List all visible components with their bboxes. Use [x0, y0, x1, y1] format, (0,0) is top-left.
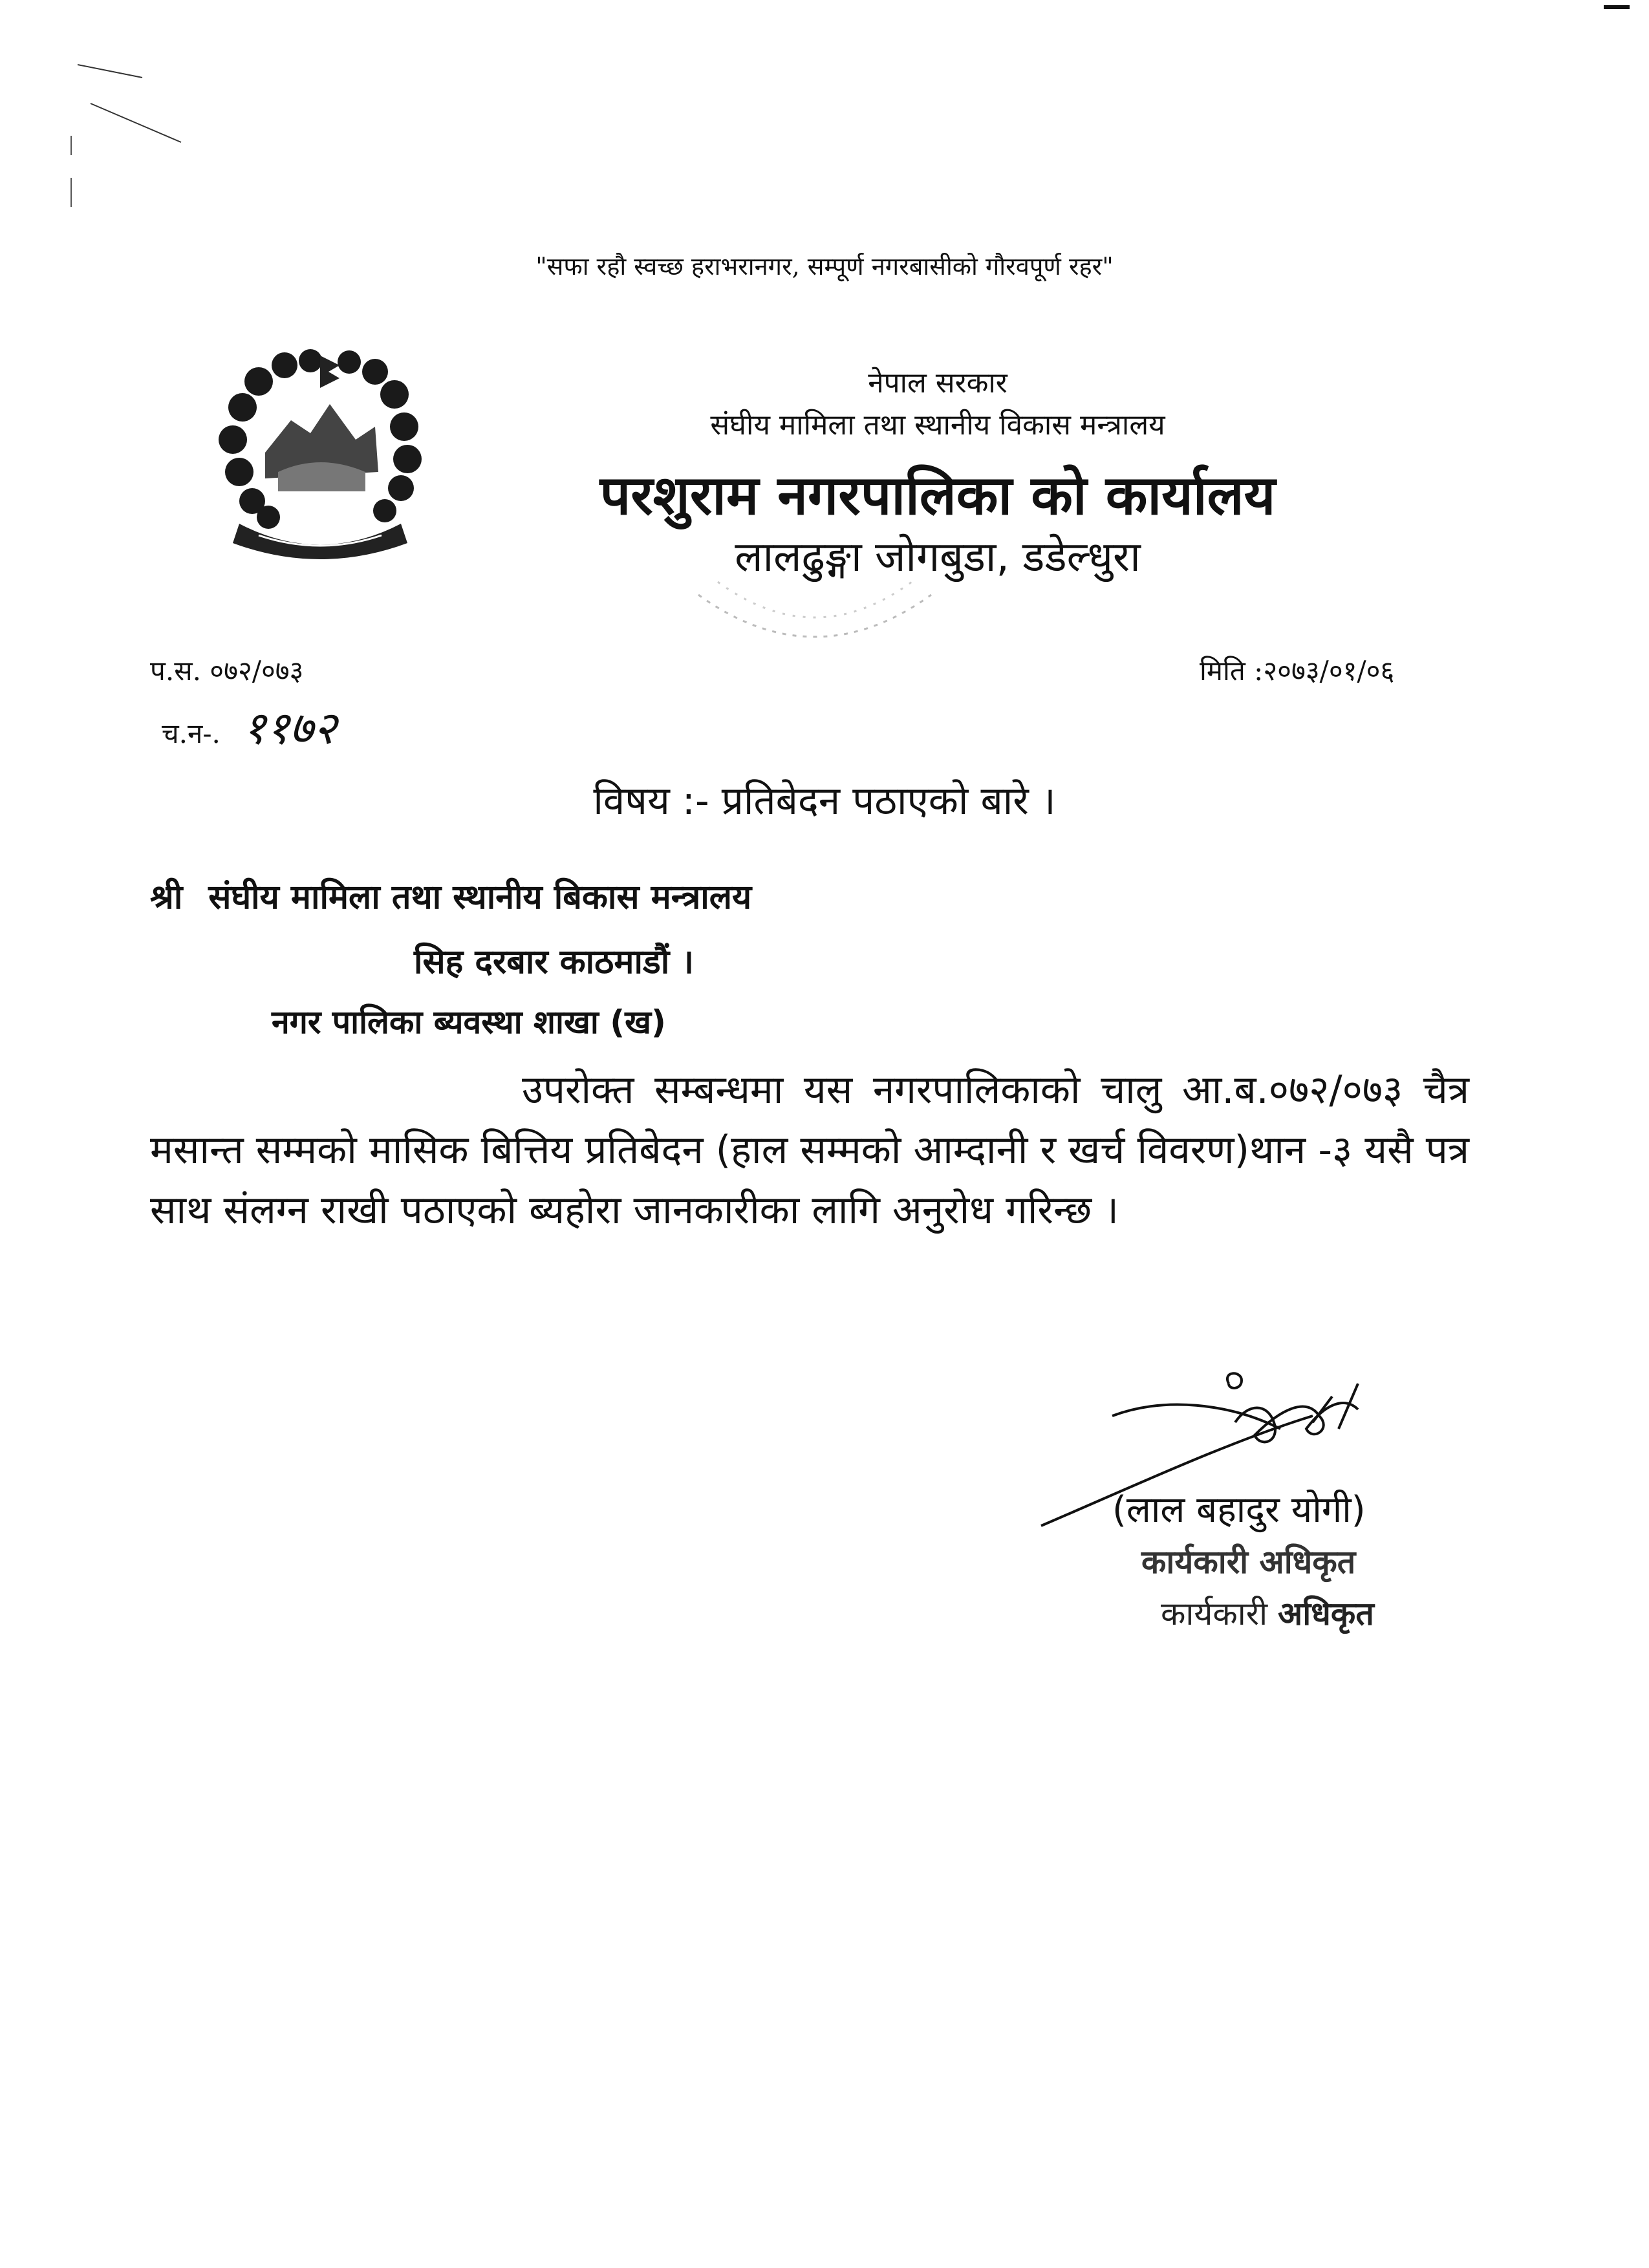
letter-date: मिति :२०७३/०१/०६ — [1200, 655, 1395, 687]
faint-stamp-mark — [679, 556, 951, 672]
recipient-place: सिह दरबार काठमाडौं । — [414, 943, 695, 981]
recipient-name: संघीय मामिला तथा स्थानीय बिकास मन्त्रालय — [208, 878, 752, 917]
body-text: उपरोक्त सम्बन्धमा यस नगरपालिकाको चालु आ.ब.०७२/०७३ चैत्र मसान्त सम्मको मासिक बित्तिय प्रतिबेदन (हाल सम्मको आम्दानी र खर्च विवरण)थान -३ यसै पत्र साथ संलग्न राखी पठाएको ब्यहोरा जानकारीका लागि अनुरोध गरिन्छ । — [150, 1067, 1469, 1233]
letter-body — [150, 1060, 1469, 1241]
motto: "सफा रहौ स्वच्छ हराभरानगर, सम्पूर्ण नगरबासीको गौरवपूर्ण रहर" — [535, 252, 1114, 281]
government-name: नेपाल सरकार — [868, 367, 1008, 400]
honorific: श्री — [150, 878, 183, 917]
office-address: लालढुङ्गा जोगबुडा, डडेल्धुरा — [735, 533, 1141, 581]
nepal-emblem-icon — [213, 343, 427, 562]
signatory-title-prefix: कार्यकारी — [1161, 1595, 1268, 1632]
dispatch-label: च.न-. — [162, 718, 221, 749]
ministry-name: संघीय मामिला तथा स्थानीय विकास मन्त्रालय — [710, 409, 1165, 442]
reference-number: प.स. ०७२/०७३ — [150, 655, 304, 687]
recipient-line — [150, 873, 751, 919]
signatory-stamp-title: कार्यकारी अधिकृत — [1141, 1543, 1356, 1581]
scan-corner-mark — [1604, 5, 1630, 9]
recipient-branch: नगर पालिका ब्यवस्था शाखा (ख) — [272, 1003, 666, 1041]
signatory-title-bold: अधिकृत — [1278, 1595, 1374, 1632]
letter-subject: विषय :- प्रतिबेदन पठाएको बारे । — [593, 778, 1056, 824]
scan-scratch-marks — [58, 52, 200, 220]
signatory-title — [1161, 1590, 1374, 1634]
signatory-name: (लाल बहादुर योगी) — [1112, 1489, 1366, 1531]
dispatch-number-handwritten: ११७२ — [242, 701, 337, 754]
office-name: परशुराम नगरपालिका को कार्यालय — [599, 464, 1276, 527]
